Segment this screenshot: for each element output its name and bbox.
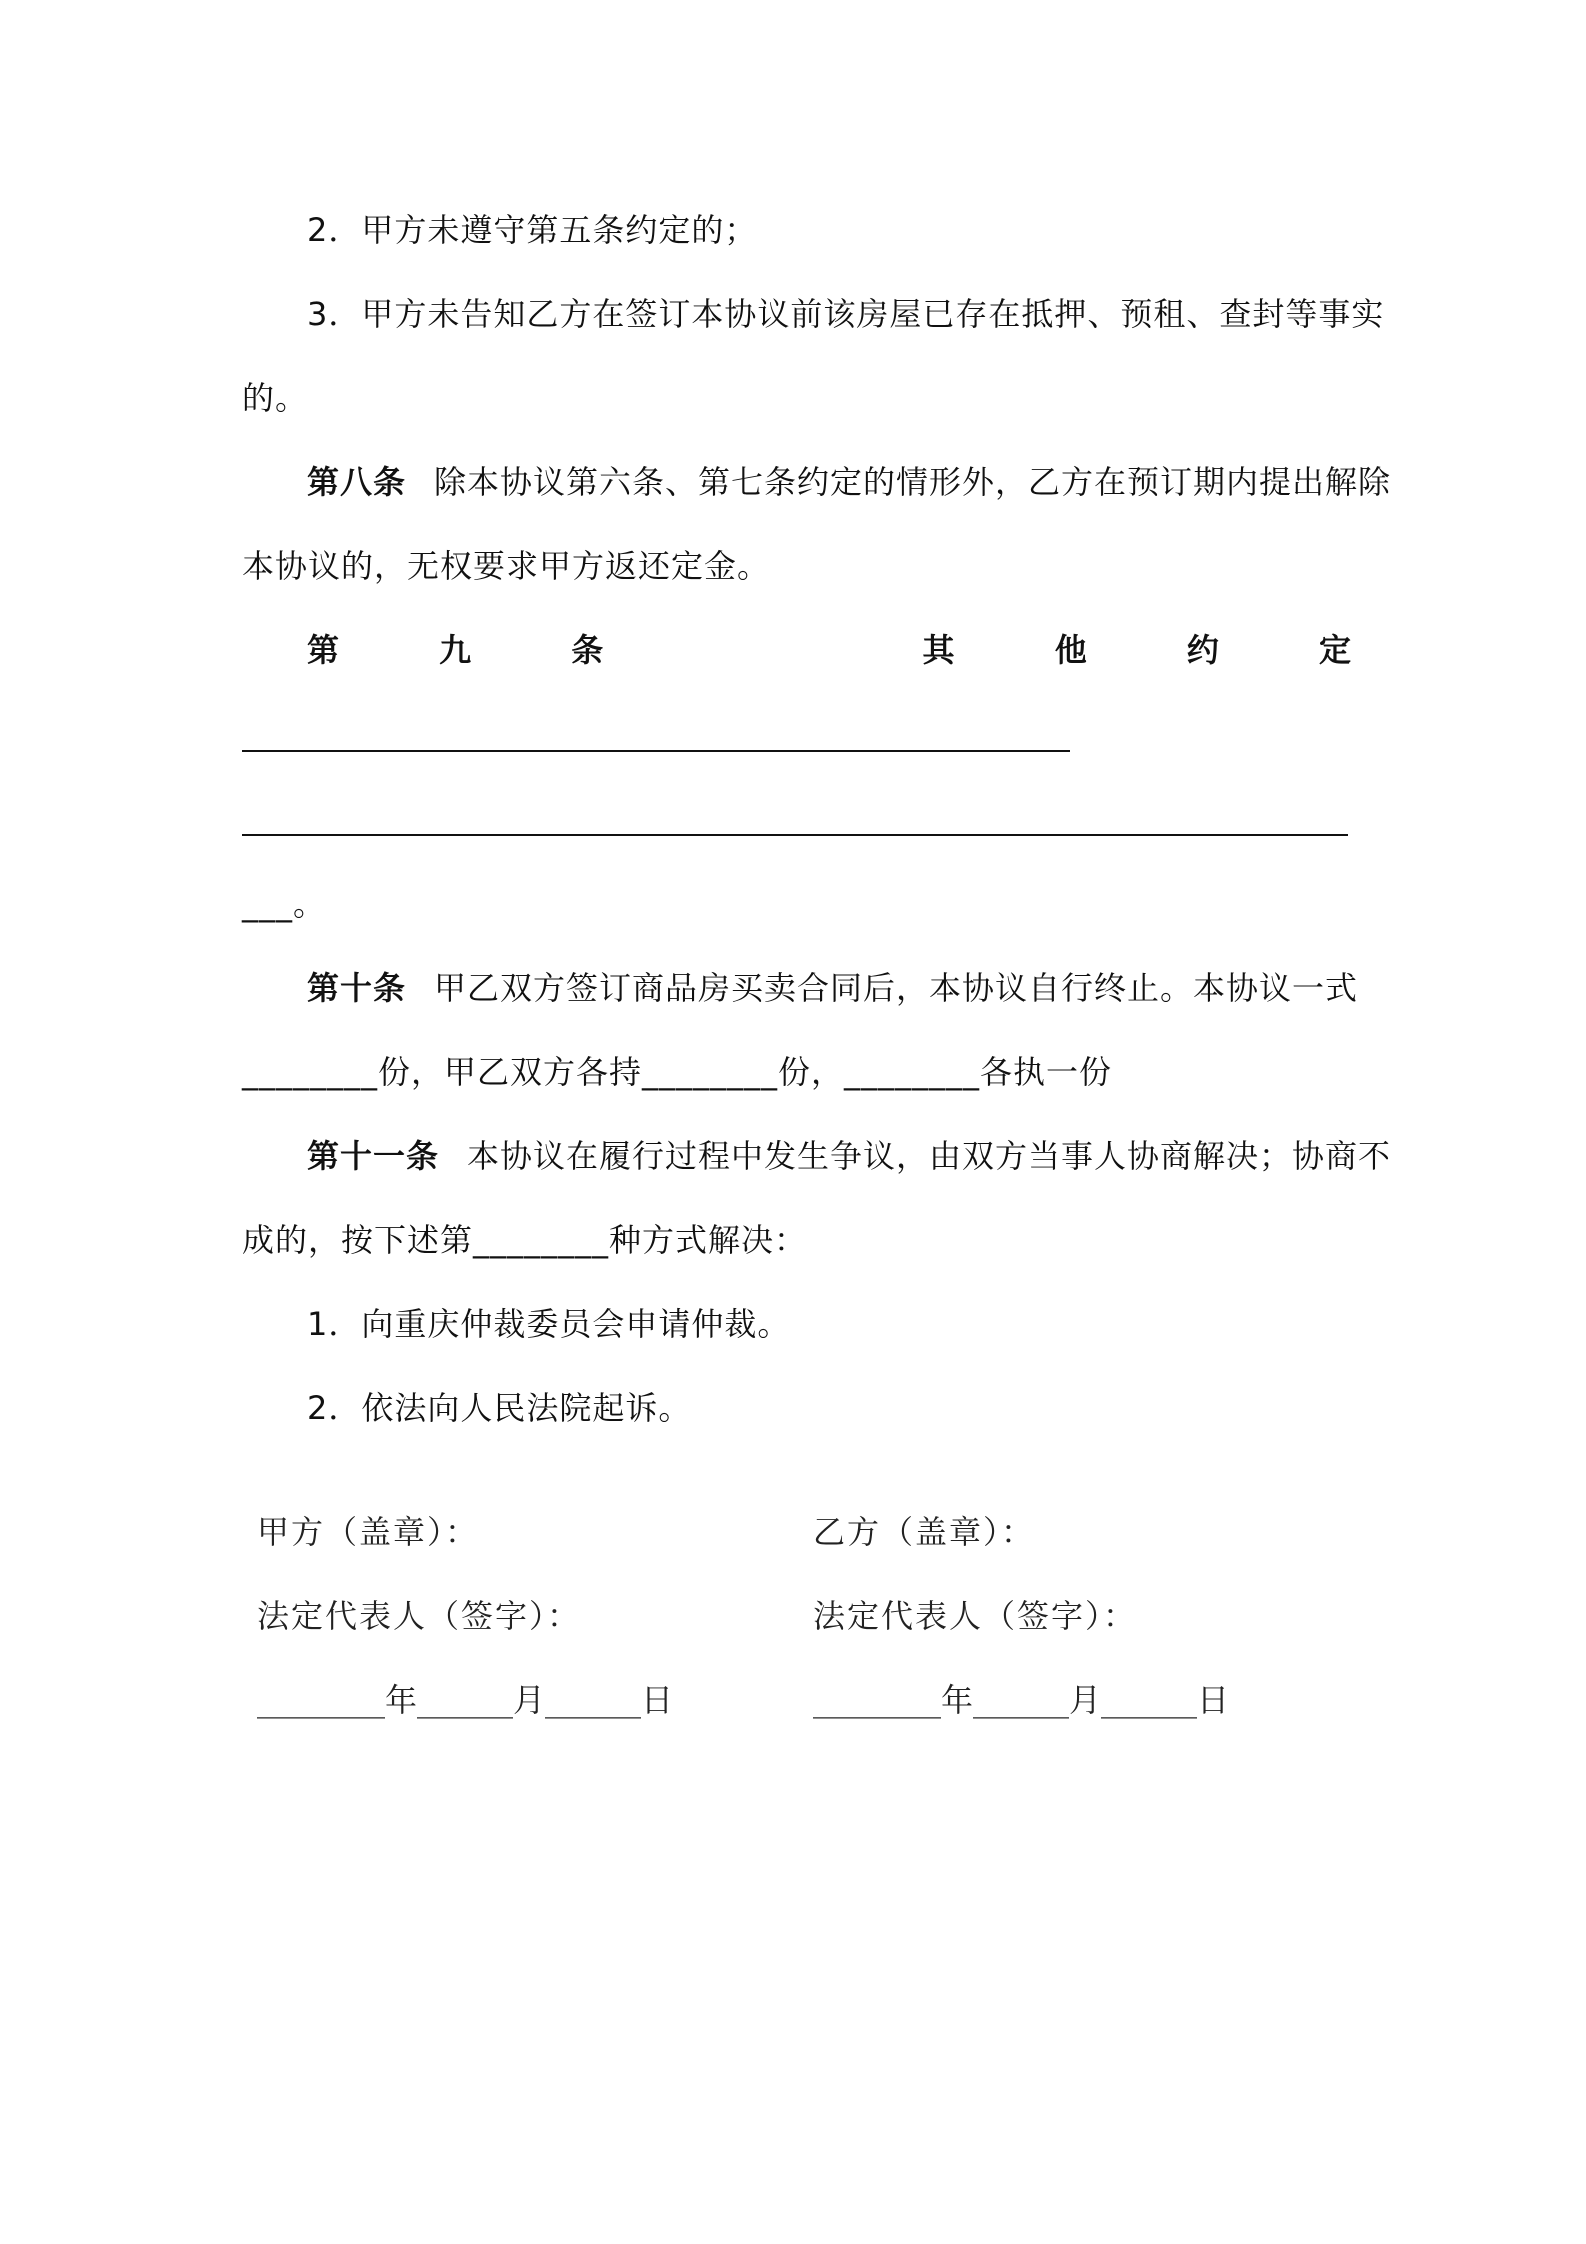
article-9-char: 条: [571, 631, 605, 669]
clause-item-2: [307, 210, 1417, 250]
article-11-title: 第十一条: [307, 1137, 440, 1175]
resolution-option-1: [307, 1304, 1417, 1344]
article-9-line3: ___。: [242, 885, 327, 923]
article-10-line1: 甲乙双方签订商品房买卖合同后，本协议自行终止。本协议一式: [434, 969, 1359, 1007]
article-9-char: 他: [1054, 631, 1088, 669]
article-8-cont: [242, 546, 1352, 586]
article-9-blank-line-1: [242, 750, 1070, 752]
resolution-option-2-text: 2．依法向人民法院起诉。: [307, 1389, 692, 1427]
party-a-representative: 法定代表人（签字）：: [257, 1597, 582, 1635]
article-10-title: 第十条: [307, 969, 407, 1007]
clause-item-2-text: 2．甲方未遵守第五条约定的；: [307, 211, 758, 249]
party-b-date: ________年______月______日: [813, 1681, 1230, 1719]
article-9-end: [242, 884, 1352, 924]
article-9-heading: [307, 630, 1352, 670]
article-9-blank-line-2: [242, 834, 1348, 836]
article-8-title: 第八条: [307, 463, 407, 501]
article-8-line2: 本协议的，无权要求甲方返还定金。: [242, 547, 771, 585]
article-10: [307, 968, 1417, 1008]
article-11: [307, 1136, 1417, 1176]
article-10-line2: ________份，甲乙双方各持________份，________各执一份: [242, 1053, 1113, 1091]
party-a-date: ________年______月______日: [257, 1681, 674, 1719]
party-b-seal: 乙方（盖章）：: [813, 1513, 1036, 1551]
article-9-char: 定: [1318, 631, 1352, 669]
article-9-char: 其: [922, 631, 956, 669]
clause-item-3-line1: 3．甲方未告知乙方在签订本协议前该房屋已存在抵押、预租、查封等事实: [307, 295, 1385, 333]
party-b-representative: 法定代表人（签字）：: [813, 1597, 1138, 1635]
article-9-char: 约: [1186, 631, 1220, 669]
article-11-line1: 本协议在履行过程中发生争议，由双方当事人协商解决；协商不: [467, 1137, 1392, 1175]
party-a-seal: 甲方（盖章）：: [257, 1513, 480, 1551]
article-8: [307, 462, 1417, 502]
resolution-option-1-text: 1．向重庆仲裁委员会申请仲裁。: [307, 1305, 791, 1343]
clause-item-3: [307, 294, 1417, 334]
clause-item-3-line2: 的。: [242, 379, 309, 417]
article-9-char: 第: [307, 631, 341, 669]
article-9-char: 九: [439, 631, 473, 669]
article-11-cont: [242, 1220, 1352, 1260]
clause-item-3-cont: [242, 378, 1352, 418]
article-11-line2: 成的，按下述第________种方式解决：: [242, 1221, 808, 1259]
article-8-line1: 除本协议第六条、第七条约定的情形外，乙方在预订期内提出解除: [434, 463, 1392, 501]
resolution-option-2: [307, 1388, 1417, 1428]
article-10-cont: [242, 1052, 1352, 1092]
